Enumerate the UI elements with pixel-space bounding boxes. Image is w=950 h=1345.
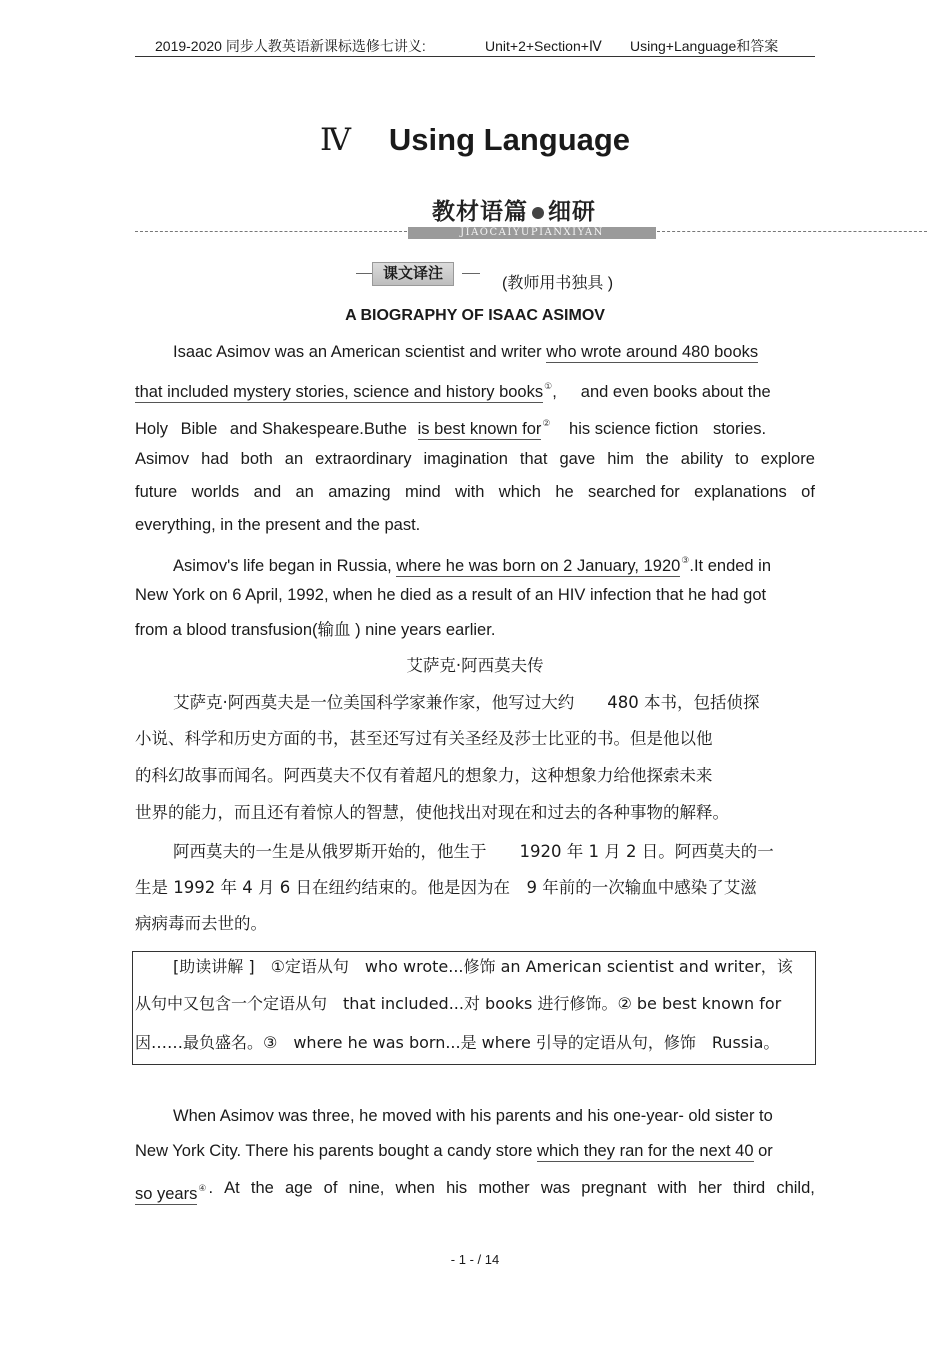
word: extraordinary [315,450,412,468]
text-run: his science fiction [569,420,699,438]
note-marker: ③ [681,555,690,565]
text-run: and even books about the [580,383,771,401]
text-run: or [753,1142,773,1160]
translation-title: 艾萨克·阿西莫夫传 [406,656,544,675]
annotated-phrase: so years [135,1185,198,1203]
notes-line1: [助读讲解 ] ①定语从句 who wrote...修饰 an American scientist and writer，该 [173,957,793,976]
para1-line2 [135,375,771,403]
note-marker: ① [544,381,553,391]
para2-line2: New York on 6 April, 1992, when he died as a result of an HIV infection that he had got [135,586,767,604]
running-header [135,36,815,57]
word: had [201,450,229,468]
word: searched for [588,483,680,501]
text-run: Holy [135,420,169,438]
word: and [253,483,282,501]
word: mother [478,1179,530,1197]
para2-line1 [173,549,771,577]
notes-line2: 从句中又包含一个定语从句 that included...对 books 进行修饰。② be best known for [135,994,782,1013]
text-run: Bible [180,420,218,438]
text-run: .It ended in [689,557,772,575]
word: At [224,1179,240,1197]
zh-para2-line3: 病病毒而去世的。 [135,914,267,933]
passage-heading: A BIOGRAPHY OF ISAAC ASIMOV [345,307,605,324]
para1-line4 [135,448,815,470]
banner-pinyin: JIAOCAIYUPIANXIYAN [408,227,656,239]
teacher-note: (教师用书独具 ) [502,275,614,292]
word: gave [559,450,596,468]
banner-right-text: 细研 [548,199,596,225]
header-section: Using+Language和答案 [630,38,779,54]
word: age [284,1179,313,1197]
text-run: , [552,383,557,401]
section-banner [432,193,596,226]
para1-line5 [135,481,815,503]
section-tag: 课文译注 [372,262,454,286]
text-run: stories. [712,420,767,438]
zh-para2-line2: 生是 1992 年 4 月 6 日在纽约结束的。他是因为在 9 年前的一次输血中感染了艾滋 [135,878,757,897]
word: was [540,1179,571,1197]
word: . [208,1179,214,1197]
word: which [498,483,541,501]
word: the [250,1179,274,1197]
title-text: Using Language [388,122,631,157]
word: her [698,1179,722,1197]
header-unit: Unit+2+Section+Ⅳ [485,38,602,54]
word: explore [760,450,815,468]
word: amazing [328,483,391,501]
word: ability [680,450,723,468]
zh-para1-line1: 艾萨克·阿西莫夫是一位美国科学家兼作家，他写过大约 480 本书，包括侦探 [173,693,760,712]
banner-left-text: 教材语篇 [432,199,528,225]
text-run: he [388,420,407,438]
word: mind [404,483,441,501]
para3-line3 [135,1177,815,1205]
tag-line-left [356,273,372,274]
annotated-phrase: who wrote around 480 books [546,343,759,361]
page-title [0,118,950,162]
annotated-phrase: which they ran for the next 40 [537,1142,754,1160]
banner-dot-icon [532,207,544,219]
word: explanations [694,483,787,501]
word: future [135,483,178,501]
annotated-phrase: where he was born on 2 January, 1920 [396,557,681,575]
title-numeral: Ⅳ [319,122,351,158]
annotated-phrase: is best known for [417,420,542,438]
word: imagination [423,450,508,468]
para3-line1: When Asimov was three, he moved with his parents and his one-year- old sister to [173,1107,773,1125]
word: of [323,1179,338,1197]
header-doc-title: 2019-2020 同步人教英语新课标选修七讲义: [155,38,426,54]
word: worlds [191,483,240,501]
zh-para1-line4: 世界的能力，而且还有着惊人的智慧，使他找出对现在和过去的各种事物的解释。 [135,803,729,822]
word: with [455,483,485,501]
para1-line1 [173,341,758,363]
word: Asimov [135,450,190,468]
text-run: and Shakespeare.But [229,420,389,438]
word: an [295,483,314,501]
zh-para1-line2: 小说、科学和历史方面的书，甚至还写过有关圣经及莎士比亚的书。但是他以他 [135,729,713,748]
word: to [735,450,749,468]
zh-para1-line3: 的科幻故事而闻名。阿西莫夫不仅有着超凡的想象力，这种想象力给他探索未来 [135,766,713,785]
annotated-phrase: that included mystery stories, science and history books [135,383,544,401]
word: an [284,450,304,468]
text-run: New York City. There his parents bought a candy store [135,1142,538,1160]
para2-line3: from a blood transfusion(输血 ) nine years earlier. [135,621,496,639]
word: his [446,1179,468,1197]
word: nine, [348,1179,385,1197]
word: when [395,1179,435,1197]
word: with [657,1179,687,1197]
word: him [607,450,634,468]
zh-para2-line1: 阿西莫夫的一生是从俄罗斯开始的，他生于 1920 年 1 月 2 日。阿西莫夫的一 [173,842,774,861]
divider-left [135,231,407,232]
para1-line3 [135,412,766,440]
divider-right [657,231,927,232]
word: child, [776,1179,815,1197]
note-marker: ④ [198,1183,207,1193]
para3-line2 [135,1140,773,1162]
notes-line3: 因……最负盛名。③ where he was born...是 where 引导的定语从句，修饰 Russia。 [135,1033,780,1052]
word: both [240,450,273,468]
word: third [733,1179,766,1197]
page-number: - 1 - / 14 [450,1252,500,1267]
para1-line6: everything, in the present and the past. [135,516,421,534]
word: that [519,450,548,468]
word: the [645,450,669,468]
text-run: Asimov's life began in Russia, [173,557,397,575]
note-marker: ② [542,418,551,428]
word: of [801,483,815,501]
word: pregnant [581,1179,647,1197]
tag-line-right [462,273,480,274]
text-run: Isaac Asimov was an American scientist and writer [173,343,547,361]
word: he [555,483,574,501]
